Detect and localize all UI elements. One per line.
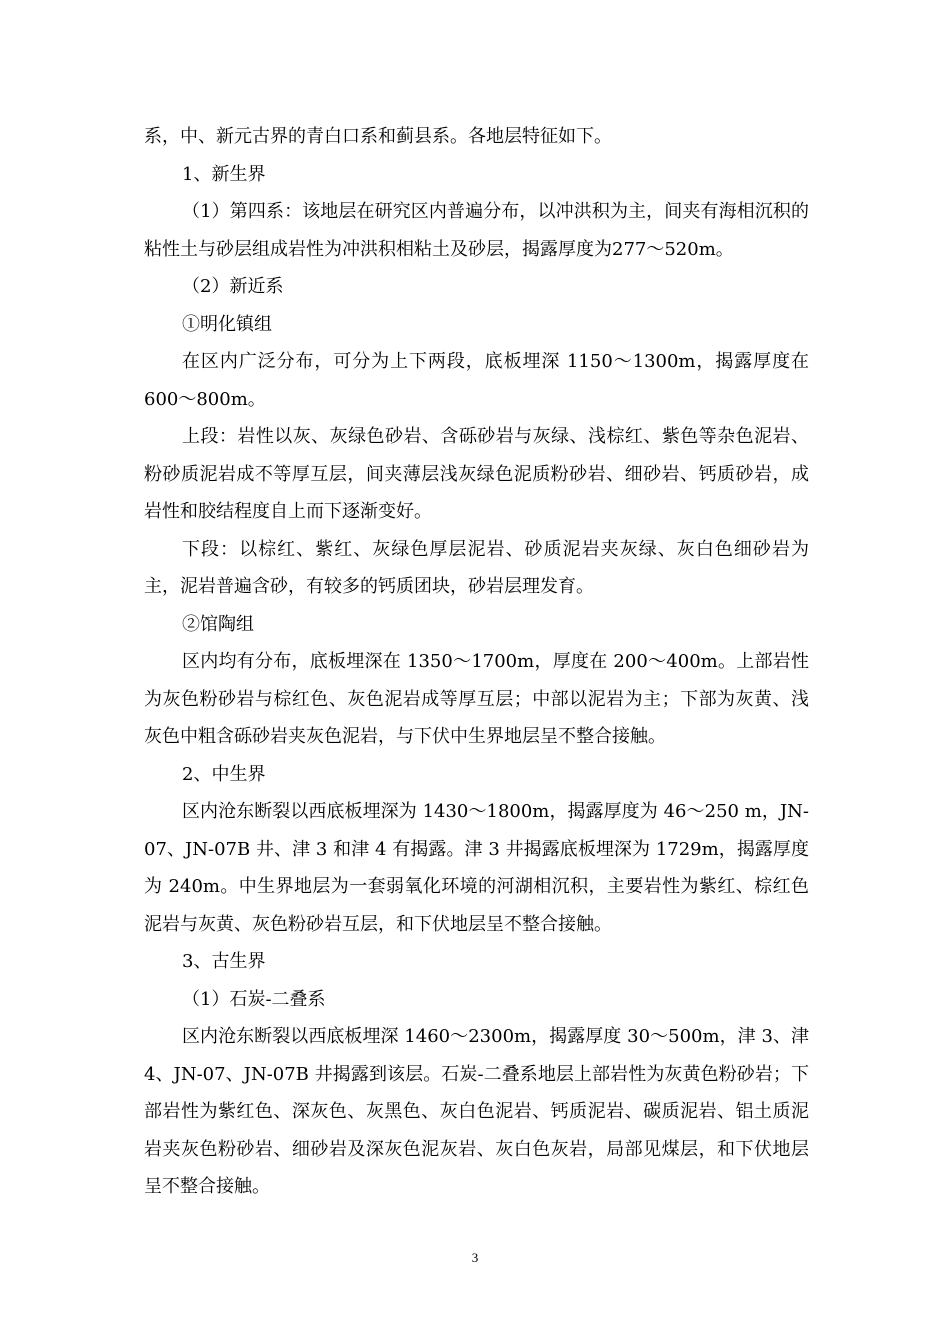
paragraph: 在区内广泛分布，可分为上下两段，底板埋深 1150～1300m，揭露厚度在600～800m。	[144, 351, 809, 410]
paragraph: 区内沧东断裂以西底板埋深为 1430～1800m，揭露厚度为 46～250 m，JN-07、JN-07B 井、津 3 和津 4 有揭露。津 3 井揭露底板埋深为 1729m，揭露厚度为 240m。中生界地层为一套弱氧化环境的河湖相沉积，主要岩性为紫红、棕红色泥岩与灰黄、灰色粉砂岩互层，和下伏地层呈不整合接触。	[144, 801, 809, 935]
paragraph: 区内均有分布，底板埋深在 1350～1700m，厚度在 200～400m。上部岩性为灰色粉砂岩与棕红色、灰色泥岩成等厚互层；中部以泥岩为主；下部为灰黄、浅灰色中粗含砾砂岩夹灰色泥岩，与下伏中生界地层呈不整合接触。	[144, 651, 809, 747]
paragraph: （1）第四系：该地层在研究区内普遍分布，以冲洪积为主，间夹有海相沉积的粘性土与砂层组成岩性为冲洪积相粘土及砂层，揭露厚度为277～520m。	[144, 201, 809, 260]
section-heading: 1、新生界	[182, 163, 266, 185]
body-text	[144, 118, 809, 1206]
subsection-heading: ②馆陶组	[182, 613, 254, 635]
paragraph: 下段：以棕红、紫红、灰绿色厚层泥岩、砂质泥岩夹灰绿、灰白色细砂岩为主，泥岩普遍含砂，有较多的钙质团块，砂岩层理发育。	[144, 538, 809, 597]
subsection-heading: （1）石炭-二叠系	[182, 988, 326, 1010]
paragraph: 上段：岩性以灰、灰绿色砂岩、含砾砂岩与灰绿、浅棕红、紫色等杂色泥岩、粉砂质泥岩成不等厚互层，间夹薄层浅灰绿色泥质粉砂岩、细砂岩、钙质砂岩，成岩性和胶结程度自上而下逐渐变好。	[144, 426, 809, 522]
paragraph: 区内沧东断裂以西底板埋深 1460～2300m，揭露厚度 30～500m，津 3、津 4、JN-07、JN-07B 井揭露到该层。石炭-二叠系地层上部岩性为灰黄色粉砂岩；下部岩性为紫红色、深灰色、灰黑色、灰白色泥岩、钙质泥岩、碳质泥岩、铝土质泥岩夹灰色粉砂岩、细砂岩及深灰色泥灰岩、灰白色灰岩，局部见煤层，和下伏地层呈不整合接触。	[144, 1026, 809, 1197]
section-heading: 3、古生界	[182, 951, 266, 972]
page-number: 3	[471, 1250, 479, 1265]
section-heading: 2、中生界	[182, 763, 266, 785]
subsection-heading: （2）新近系	[182, 276, 284, 297]
paragraph: 系，中、新元古界的青白口系和蓟县系。各地层特征如下。	[144, 126, 612, 147]
subsection-heading: ①明化镇组	[182, 313, 272, 335]
